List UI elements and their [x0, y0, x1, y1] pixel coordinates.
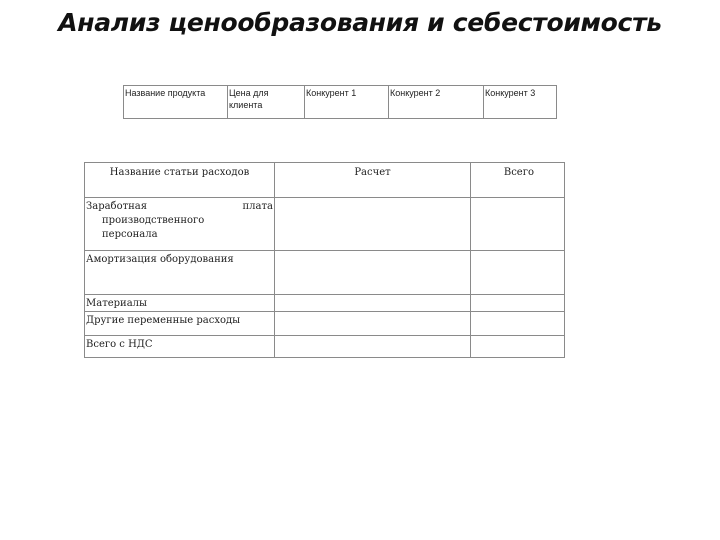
total-cell — [471, 251, 565, 295]
calc-cell — [275, 336, 471, 358]
calc-cell — [275, 198, 471, 251]
price-comparison-table — [123, 85, 557, 119]
row-label-total-vat: Всего с НДС — [85, 336, 275, 358]
header-cell-total: Всего — [471, 163, 565, 198]
row-label-other-variable: Другие переменные расходы — [85, 312, 275, 336]
table-row — [124, 86, 557, 119]
row-label-wages-part1: Заработная — [86, 201, 148, 212]
slide-title: Анализ ценообразования и себестоимость — [58, 8, 662, 37]
row-label-materials: Материалы — [85, 295, 275, 312]
header-cell-product-name: Название продукта — [124, 86, 228, 119]
row-label-wages-part2: плата — [242, 201, 273, 212]
row-label-wages-part3: производственного — [102, 215, 205, 226]
table-row — [85, 295, 565, 312]
total-cell — [471, 336, 565, 358]
calc-cell — [275, 251, 471, 295]
table-row — [85, 198, 565, 251]
total-cell — [471, 198, 565, 251]
total-cell — [471, 295, 565, 312]
header-cell-client-price: Цена для клиента — [228, 86, 305, 119]
total-cell — [471, 312, 565, 336]
row-label-wages — [85, 198, 275, 251]
calc-cell — [275, 312, 471, 336]
header-cell-competitor-2: Конкурент 2 — [389, 86, 484, 119]
header-cell-expense-item: Название статьи расходов — [85, 163, 275, 198]
cost-table — [84, 162, 565, 358]
header-cell-competitor-1: Конкурент 1 — [305, 86, 389, 119]
table-row — [85, 336, 565, 358]
row-label-wages-part4: персонала — [102, 229, 158, 240]
header-cell-competitor-3: Конкурент 3 — [484, 86, 557, 119]
table-row — [85, 251, 565, 295]
table-row — [85, 163, 565, 198]
header-cell-calculation: Расчет — [275, 163, 471, 198]
row-label-depreciation: Амортизация оборудования — [85, 251, 275, 295]
table-row — [85, 312, 565, 336]
calc-cell — [275, 295, 471, 312]
